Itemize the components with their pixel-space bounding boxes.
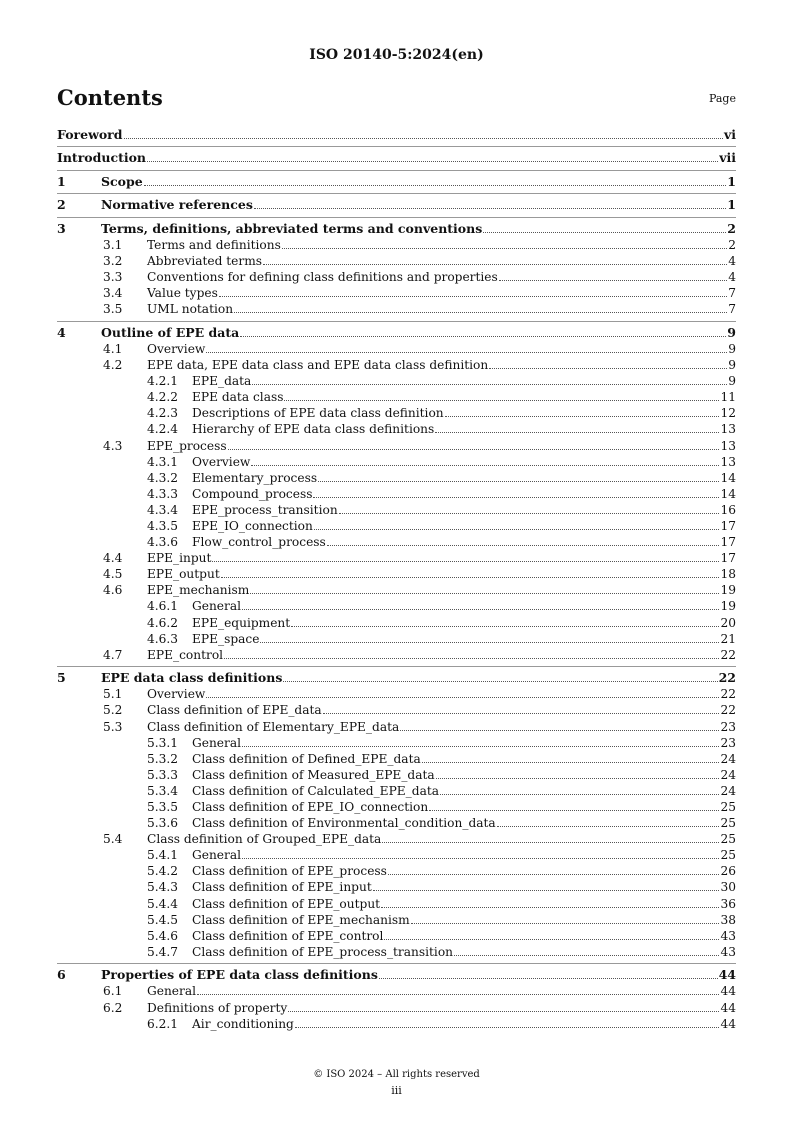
toc-entry-title: Class definition of EPE_mechanism <box>192 912 410 927</box>
toc-entry-number: 4.3.1 <box>147 454 179 469</box>
toc-entry-page: 19 <box>720 599 736 614</box>
toc-entry[interactable] <box>57 815 736 831</box>
toc-entry-number: 4.3.4 <box>147 502 179 517</box>
toc-entry-title: EPE data class <box>192 390 284 405</box>
page-column-label: Page <box>708 92 736 105</box>
toc-entry-page: 18 <box>720 567 736 582</box>
toc-entry-number: 5.3.1 <box>147 735 179 750</box>
toc-entry[interactable] <box>57 301 736 317</box>
toc-entry-number: 5.4.1 <box>147 848 179 863</box>
toc-entry-page: 2 <box>728 238 736 253</box>
dot-leader <box>284 399 719 401</box>
toc-entry-page: 36 <box>720 896 736 911</box>
toc-entry-title: Scope <box>101 173 143 189</box>
toc-entry-title: Class definition of Defined_EPE_data <box>192 751 421 766</box>
toc-entry-page: 43 <box>720 944 736 959</box>
dot-leader <box>147 160 718 162</box>
toc-entry-number: 4.3.3 <box>147 486 179 501</box>
toc-entry-page: 30 <box>720 880 736 895</box>
section-separator <box>57 170 736 171</box>
toc-entry-number: 4.2.1 <box>147 374 179 389</box>
toc-entry-number: 4.2 <box>103 358 123 373</box>
dot-leader <box>327 544 720 546</box>
dot-leader <box>483 231 726 233</box>
toc-entry-number: 4.3 <box>103 438 123 453</box>
toc-entry-number: 5.4 <box>103 832 123 847</box>
toc-entry-page: 14 <box>720 486 736 501</box>
toc-entry-number: 6 <box>57 967 66 983</box>
toc-entry-page: 43 <box>720 928 736 943</box>
section-separator <box>57 146 736 147</box>
page-number: iii <box>391 1084 402 1097</box>
toc-entry-page: 1 <box>727 197 736 213</box>
toc-entry-title: EPE_equipment <box>192 615 291 630</box>
toc-entry-number: 3.2 <box>103 254 123 269</box>
toc-entry-title: EPE_mechanism <box>147 583 250 598</box>
toc-entry[interactable] <box>57 566 736 582</box>
toc-entry-number: 5.4.7 <box>147 944 179 959</box>
toc-entry-page: 12 <box>720 406 736 421</box>
toc-entry-title: General <box>147 984 196 999</box>
toc-entry[interactable] <box>57 879 736 895</box>
toc-entry-title: General <box>192 848 241 863</box>
toc-entry[interactable] <box>57 912 736 928</box>
toc-entry-page: 17 <box>720 519 736 534</box>
dot-leader <box>228 448 720 450</box>
toc-entry-number: 5 <box>57 670 66 686</box>
toc-entry-page: 20 <box>720 615 736 630</box>
toc-entry-number: 3.5 <box>103 302 123 317</box>
toc-entry-number: 5.4.6 <box>147 928 179 943</box>
toc-entry-page: 2 <box>727 220 736 236</box>
toc-entry[interactable] <box>57 719 736 735</box>
toc-entry-title: Class definition of EPE_data <box>147 703 322 718</box>
toc-entry-page: 25 <box>720 800 736 814</box>
toc-entry-title: Class definition of EPE_input <box>192 880 372 895</box>
dot-leader <box>224 657 719 659</box>
toc-entry-title: EPE_data <box>192 374 252 389</box>
toc-entry-number: 5.3.5 <box>147 800 179 814</box>
dot-leader <box>381 906 719 908</box>
dot-leader <box>422 761 720 763</box>
dot-leader <box>234 311 727 313</box>
toc-entry[interactable] <box>57 325 736 341</box>
toc-entry-number: 4.1 <box>103 341 123 356</box>
dot-leader <box>429 809 719 811</box>
toc-entry-title: Abbreviated terms <box>147 254 263 269</box>
toc-entry[interactable] <box>57 502 736 518</box>
table-of-contents <box>57 127 736 1032</box>
toc-entry-title: Class definition of EPE_process <box>192 864 387 879</box>
toc-entry-number: 1 <box>57 173 66 189</box>
dot-leader <box>440 793 719 795</box>
dot-leader <box>251 464 719 466</box>
toc-entry[interactable] <box>57 518 736 534</box>
toc-entry-page: 24 <box>720 751 736 766</box>
toc-entry-title: Class definition of EPE_process_transition <box>192 944 454 959</box>
dot-leader <box>221 576 720 578</box>
toc-entry[interactable] <box>57 197 736 213</box>
dot-leader <box>436 777 720 779</box>
toc-entry-page: 25 <box>720 832 736 847</box>
toc-entry-title: Properties of EPE data class definitions <box>101 967 378 983</box>
toc-entry-page: vii <box>719 150 736 166</box>
dot-leader <box>288 1010 719 1012</box>
toc-entry-number: 2 <box>57 197 66 213</box>
section-separator <box>57 963 736 964</box>
dot-leader <box>295 1026 720 1028</box>
toc-entry-page: 9 <box>727 324 736 340</box>
dot-leader <box>454 954 719 956</box>
toc-entry[interactable] <box>57 944 736 960</box>
toc-entry-title: General <box>192 735 241 750</box>
toc-entry-number: 5.3.6 <box>147 816 179 831</box>
toc-entry-title: Terms and definitions <box>147 238 281 253</box>
toc-entry-page: 4 <box>728 254 736 269</box>
toc-entry[interactable] <box>57 735 736 751</box>
toc-entry[interactable] <box>57 799 736 815</box>
toc-entry-number: 4.2.2 <box>147 390 179 405</box>
dot-leader <box>400 729 719 731</box>
dot-leader <box>263 263 727 265</box>
dot-leader <box>499 279 727 281</box>
toc-entry-number: 5.3 <box>103 719 123 734</box>
toc-entry-page: 19 <box>720 583 736 598</box>
toc-entry-number: 3.3 <box>103 270 123 285</box>
toc-entry-title: Air_conditioning <box>192 1016 294 1031</box>
dot-leader <box>254 207 726 209</box>
toc-entry-page: 23 <box>720 719 736 734</box>
toc-entry[interactable] <box>57 285 736 301</box>
toc-entry-title: EPE_space <box>192 631 260 646</box>
toc-entry-title: Class definition of Calculated_EPE_data <box>192 783 439 798</box>
toc-entry-number: 5.1 <box>103 687 123 702</box>
toc-entry-page: 22 <box>718 670 736 686</box>
toc-entry-title: EPE_process <box>147 438 227 453</box>
toc-entry-number: 3.1 <box>103 238 123 253</box>
dot-leader <box>489 367 727 369</box>
toc-entry-title: UML notation <box>147 302 234 317</box>
toc-entry-number: 4.7 <box>103 647 123 662</box>
toc-entry-page: 25 <box>720 816 736 831</box>
toc-entry[interactable] <box>57 670 736 686</box>
toc-entry-page: 26 <box>720 864 736 879</box>
toc-entry-page: 38 <box>720 912 736 927</box>
section-separator <box>57 193 736 194</box>
toc-entry-page: 11 <box>720 390 736 405</box>
toc-entry[interactable] <box>57 847 736 863</box>
dot-leader <box>314 528 720 530</box>
toc-entry-page: 9 <box>728 358 736 373</box>
toc-entry[interactable] <box>57 150 736 166</box>
toc-entry-number: 5.3.3 <box>147 767 179 782</box>
toc-entry[interactable] <box>57 421 736 437</box>
toc-entry-title: EPE data, EPE data class and EPE data class definition <box>147 358 489 373</box>
toc-entry-number: 4.6.1 <box>147 599 179 614</box>
toc-entry-page: 13 <box>720 454 736 469</box>
toc-entry-number: 5.3.4 <box>147 783 179 798</box>
toc-entry[interactable] <box>57 389 736 405</box>
dot-leader <box>283 680 717 682</box>
dot-leader <box>240 335 726 337</box>
toc-entry-title: Normative references <box>101 197 253 213</box>
dot-leader <box>260 641 719 643</box>
toc-entry[interactable] <box>57 373 736 389</box>
toc-entry[interactable] <box>57 127 736 143</box>
toc-entry[interactable] <box>57 174 736 190</box>
toc-entry-title: Terms, definitions, abbreviated terms and conventions <box>101 220 483 236</box>
section-separator <box>57 217 736 218</box>
dot-leader <box>497 825 720 827</box>
toc-entry[interactable] <box>57 783 736 799</box>
dot-leader <box>318 480 719 482</box>
dot-leader <box>313 496 719 498</box>
toc-entry[interactable] <box>57 967 736 983</box>
toc-entry-page: 44 <box>720 984 736 999</box>
toc-entry-title: Outline of EPE data <box>101 324 240 340</box>
toc-entry-title: Overview <box>192 454 251 469</box>
dot-leader <box>382 841 719 843</box>
toc-entry-page: 21 <box>720 631 736 646</box>
toc-entry-title: Conventions for defining class definitions and properties <box>147 270 498 285</box>
toc-entry[interactable] <box>57 486 736 502</box>
toc-entry-title: Flow_control_process <box>192 535 326 550</box>
dot-leader <box>144 184 727 186</box>
toc-entry[interactable] <box>57 831 736 847</box>
toc-entry-page: vi <box>723 127 736 142</box>
toc-entry-number: 4.3.6 <box>147 535 179 550</box>
toc-entry-page: 22 <box>720 687 736 702</box>
toc-entry-title: Hierarchy of EPE data class definitions <box>192 422 435 437</box>
toc-entry[interactable] <box>57 598 736 614</box>
document-header: ISO 20140-5:2024(en) <box>309 47 484 63</box>
toc-entry-title: EPE_IO_connection <box>192 519 313 534</box>
dot-leader <box>252 383 727 385</box>
toc-entry-title: Class definition of EPE_output <box>192 896 381 911</box>
toc-entry-title: EPE_output <box>147 567 220 582</box>
toc-entry-title: Class definition of Elementary_EPE_data <box>147 719 400 734</box>
dot-leader <box>219 295 727 297</box>
toc-entry[interactable] <box>57 269 736 285</box>
section-separator <box>57 666 736 667</box>
toc-entry[interactable] <box>57 357 736 373</box>
toc-entry-title: EPE_input <box>147 551 212 566</box>
dot-leader <box>242 608 719 610</box>
toc-entry-page: 13 <box>720 438 736 453</box>
dot-leader <box>323 712 720 714</box>
toc-entry-title: Definitions of property <box>147 1000 288 1015</box>
toc-entry[interactable] <box>57 1000 736 1016</box>
toc-entry-page: 44 <box>720 1000 736 1015</box>
toc-entry-page: 14 <box>720 470 736 485</box>
toc-entry-number: 4.4 <box>103 551 123 566</box>
toc-entry-number: 3 <box>57 220 66 236</box>
toc-entry-page: 7 <box>728 286 736 301</box>
toc-entry-title: Introduction <box>57 150 147 166</box>
toc-entry-title: Descriptions of EPE data class definition <box>192 406 444 421</box>
toc-entry[interactable] <box>57 896 736 912</box>
toc-entry-title: EPE_control <box>147 647 224 662</box>
toc-entry-title: EPE_process_transition <box>192 502 338 517</box>
toc-entry[interactable] <box>57 863 736 879</box>
page-title: Contents <box>57 85 163 110</box>
toc-entry-number: 4.6.2 <box>147 615 179 630</box>
toc-entry-title: Elementary_process <box>192 470 318 485</box>
dot-leader <box>384 938 719 940</box>
toc-entry-page: 9 <box>728 341 736 356</box>
toc-entry[interactable] <box>57 221 736 237</box>
toc-entry-title: Class definition of Measured_EPE_data <box>192 767 435 782</box>
toc-entry[interactable] <box>57 983 736 999</box>
toc-entry-number: 5.4.2 <box>147 864 179 879</box>
toc-entry[interactable] <box>57 237 736 253</box>
dot-leader <box>124 137 723 139</box>
toc-entry-page: 9 <box>728 374 736 389</box>
toc-entry[interactable] <box>57 534 736 550</box>
dot-leader <box>339 512 720 514</box>
dot-leader <box>242 745 719 747</box>
dot-leader <box>373 889 720 891</box>
dot-leader <box>291 625 719 627</box>
dot-leader <box>282 247 727 249</box>
section-separator <box>57 321 736 322</box>
toc-entry-page: 44 <box>720 1016 736 1031</box>
toc-entry-page: 24 <box>720 767 736 782</box>
toc-entry[interactable] <box>57 550 736 566</box>
toc-entry-title: General <box>192 599 241 614</box>
toc-entry-number: 5.4.3 <box>147 880 179 895</box>
toc-entry-number: 4.3.2 <box>147 470 179 485</box>
dot-leader <box>388 873 720 875</box>
toc-entry-page: 17 <box>720 535 736 550</box>
toc-entry-number: 4.6 <box>103 583 123 598</box>
toc-entry-title: Foreword <box>57 127 123 142</box>
toc-entry[interactable] <box>57 582 736 598</box>
toc-entry[interactable] <box>57 438 736 454</box>
toc-entry-number: 4.6.3 <box>147 631 179 646</box>
toc-entry[interactable] <box>57 470 736 486</box>
toc-entry-page: 22 <box>720 647 736 662</box>
toc-entry-number: 6.2.1 <box>147 1016 179 1031</box>
dot-leader <box>206 696 719 698</box>
toc-entry-page: 1 <box>727 173 736 189</box>
copyright-notice: © ISO 2024 – All rights reserved <box>313 1069 480 1080</box>
page-footer <box>0 1067 793 1099</box>
toc-entry-page: 24 <box>720 783 736 798</box>
toc-entry-title: Class definition of EPE_control <box>192 928 384 943</box>
toc-entry-number: 4.2.4 <box>147 422 179 437</box>
toc-entry[interactable] <box>57 751 736 767</box>
dot-leader <box>197 993 719 995</box>
toc-entry-number: 4.3.5 <box>147 519 179 534</box>
toc-entry-number: 6.2 <box>103 1000 123 1015</box>
toc-entry-number: 5.3.2 <box>147 751 179 766</box>
toc-entry-page: 13 <box>720 422 736 437</box>
toc-entry-page: 16 <box>720 502 736 517</box>
toc-entry[interactable] <box>57 405 736 421</box>
toc-entry[interactable] <box>57 767 736 783</box>
toc-entry[interactable] <box>57 341 736 357</box>
toc-entry-number: 4.5 <box>103 567 123 582</box>
toc-entry-title: Class definition of Grouped_EPE_data <box>147 832 382 847</box>
dot-leader <box>411 922 720 924</box>
dot-leader <box>435 431 719 433</box>
toc-entry[interactable] <box>57 647 736 663</box>
toc-entry-number: 6.1 <box>103 984 123 999</box>
toc-entry-page: 25 <box>720 848 736 863</box>
dot-leader <box>206 351 727 353</box>
toc-entry-number: 4 <box>57 324 66 340</box>
toc-entry[interactable] <box>57 702 736 718</box>
toc-entry-page: 44 <box>718 967 736 983</box>
toc-entry[interactable] <box>57 253 736 269</box>
toc-entry[interactable] <box>57 631 736 647</box>
toc-entry[interactable] <box>57 454 736 470</box>
toc-entry[interactable] <box>57 928 736 944</box>
toc-entry-title: Class definition of EPE_IO_connection <box>192 800 429 814</box>
toc-entry-number: 5.2 <box>103 703 123 718</box>
toc-entry-number: 4.2.3 <box>147 406 179 421</box>
toc-entry-page: 23 <box>720 735 736 750</box>
toc-entry-title: Class definition of Environmental_condition_data <box>192 816 496 831</box>
toc-entry-title: Compound_process <box>192 486 313 501</box>
dot-leader <box>445 415 720 417</box>
dot-leader <box>212 560 719 562</box>
toc-entry-title: EPE data class definitions <box>101 670 283 686</box>
toc-entry-number: 5.4.5 <box>147 912 179 927</box>
toc-entry-page: 22 <box>720 703 736 718</box>
toc-entry-number: 5.4.4 <box>147 896 179 911</box>
dot-leader <box>250 592 719 594</box>
dot-leader <box>242 857 719 859</box>
toc-entry-page: 17 <box>720 551 736 566</box>
toc-entry-number: 3.4 <box>103 286 123 301</box>
toc-entry[interactable] <box>57 686 736 702</box>
toc-entry-page: 4 <box>728 270 736 285</box>
toc-entry-title: Value types <box>147 286 218 301</box>
dot-leader <box>379 977 718 979</box>
toc-entry[interactable] <box>57 615 736 631</box>
toc-entry-title: Overview <box>147 341 206 356</box>
toc-entry-title: Overview <box>147 687 206 702</box>
toc-entry[interactable] <box>57 1016 736 1032</box>
toc-entry-page: 7 <box>728 302 736 317</box>
